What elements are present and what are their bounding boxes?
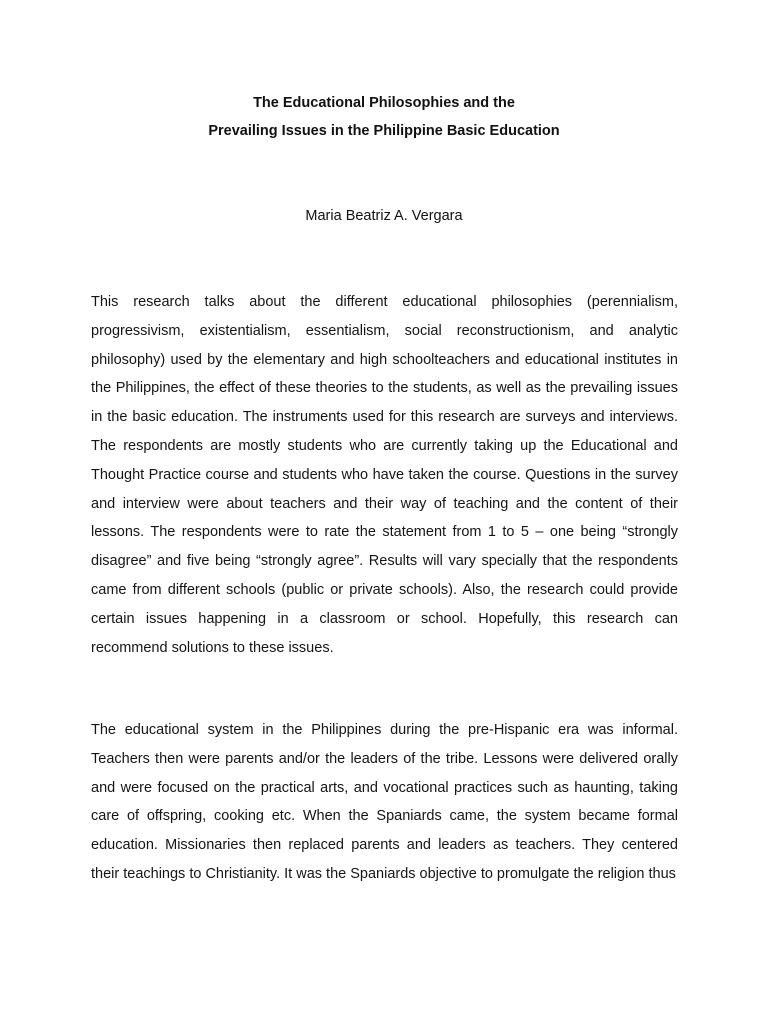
title-line-1: The Educational Philosophies and the — [253, 95, 515, 111]
body-paragraph: The educational system in the Philippines during the pre-Hispanic era was informal. Teachers then were parents and/or the leaders of the tribe. Lessons were delivered orally and were focused on the practical arts, and vocational practices such as haunting, taking care of offspring, cooking etc. When the Spaniards came, the system became formal education. Missionaries then replaced parents and leaders as teachers. They centered their teachings to Christianity. It was the Spaniards objective to promulgate the religion thus — [91, 722, 678, 882]
title-line-2: Prevailing Issues in the Philippine Basic Education — [208, 123, 560, 139]
author-name: Maria Beatriz A. Vergara — [305, 208, 463, 224]
abstract-paragraph: This research talks about the different educational philosophies (perennialism, progressivism, existentialism, essentialism, social reconstructionism, and analytic philosophy) used by the elementary and high schoolteachers and educational institutes in the Philippines, the effect of these theories to the students, as well as the prevailing issues in the basic education. The instruments used for this research are surveys and interviews. The respondents are mostly students who are currently taking up the Educational and Thought Practice course and students who have taken the course. Questions in the survey and interview were about teachers and their way of teaching and the content of their lessons. The respondents were to rate the statement from 1 to 5 – one being “strongly disagree” and five being “strongly agree”. Results will vary specially that the respondents came from different schools (public or private schools). Also, the research could provide certain issues happening in a classroom or school. Hopefully, this research can recommend solutions to these issues. — [91, 294, 678, 656]
